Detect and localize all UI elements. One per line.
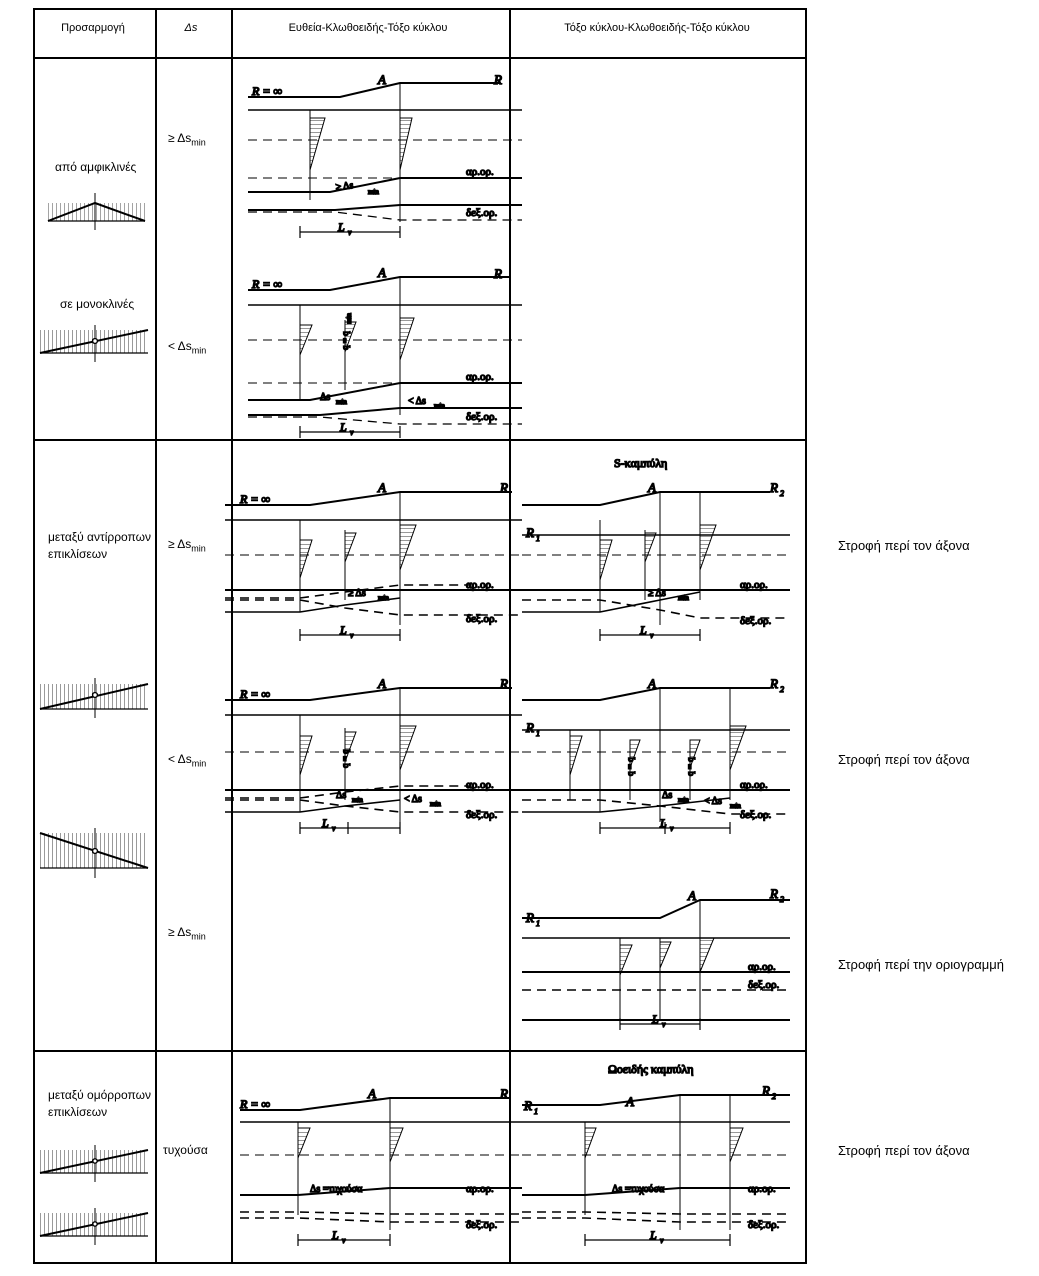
ds-sub-1: min xyxy=(191,137,206,148)
label-adaptation-4a: μεταξύ ομόρροπων xyxy=(48,1088,151,1102)
svg-text:L: L xyxy=(332,1228,339,1242)
svg-text:L: L xyxy=(660,816,667,830)
svg-text:δεξ.ορ.: δεξ.ορ. xyxy=(748,1219,780,1231)
svg-text:αρ.ορ.: αρ.ορ. xyxy=(748,961,776,973)
cross-section-single-4 xyxy=(40,1145,148,1182)
svg-text:2: 2 xyxy=(780,895,784,904)
svg-text:A: A xyxy=(378,265,386,280)
svg-text:v: v xyxy=(670,824,674,833)
svg-text:min: min xyxy=(434,402,445,410)
svg-text:αρ.ορ.: αρ.ορ. xyxy=(466,779,494,791)
svg-text:S-καμπύλη: S-καμπύλη xyxy=(614,456,668,470)
cross-section-single-1 xyxy=(40,325,148,362)
svg-text:αρ.ορ.: αρ.ορ. xyxy=(466,371,494,383)
svg-text:Δs =τυχούσα: Δs =τυχούσα xyxy=(612,1184,665,1195)
svg-text:≥ Δs: ≥ Δs xyxy=(348,588,366,599)
svg-text:min: min xyxy=(368,188,379,196)
ds-value-3: ≥ Δs xyxy=(168,537,192,551)
ds-value-1: ≥ Δs xyxy=(168,131,192,145)
svg-text:R: R xyxy=(770,886,778,901)
svg-text:R: R xyxy=(526,720,534,735)
svg-text:R: R xyxy=(494,72,502,87)
svg-text:v: v xyxy=(662,1020,666,1029)
svg-text:min: min xyxy=(430,800,441,808)
svg-text:q = q: q = q xyxy=(625,757,635,776)
header-arc-clothoid-arc: Τόξο κύκλου-Κλωθοειδής-Τόξο κύκλου xyxy=(564,22,750,34)
diagram-r4c3 xyxy=(225,676,522,834)
svg-text:min: min xyxy=(378,594,389,602)
svg-text:R = ∞: R = ∞ xyxy=(240,492,270,506)
svg-text:L: L xyxy=(650,1228,657,1242)
ds-sub-5: min xyxy=(191,931,206,942)
label-adaptation-3b: επικλίσεων xyxy=(48,547,108,561)
svg-text:v: v xyxy=(342,1236,346,1245)
svg-text:αρ.ορ.: αρ.ορ. xyxy=(466,579,494,591)
svg-text:A: A xyxy=(378,480,386,495)
svg-text:v: v xyxy=(650,631,654,640)
header-line-clothoid-arc: Ευθεία-Κλωθοειδής-Τόξο κύκλου xyxy=(288,22,448,34)
svg-text:δεξ.ορ.: δεξ.ορ. xyxy=(740,809,772,821)
diagram-r4c4 xyxy=(522,676,790,834)
cross-section-single-2 xyxy=(40,678,148,718)
diagram-r2c3 xyxy=(248,265,522,438)
note-axis-2: Στροφή περί τον άξονα xyxy=(838,752,970,767)
svg-text:2: 2 xyxy=(780,489,784,498)
svg-text:R: R xyxy=(500,1086,508,1101)
svg-text:Ωοειδής καμπύλη: Ωοειδής καμπύλη xyxy=(608,1062,694,1076)
svg-text:A: A xyxy=(688,888,696,903)
svg-text:R: R xyxy=(526,910,534,925)
ds-value-5: ≥ Δs xyxy=(168,925,192,939)
svg-text:v: v xyxy=(350,631,354,640)
svg-text:L: L xyxy=(322,816,329,830)
svg-text:δεξ.ορ.: δεξ.ορ. xyxy=(466,207,498,219)
ds-value-2: < Δs xyxy=(168,339,192,353)
svg-text:R = ∞: R = ∞ xyxy=(252,84,282,98)
svg-text:R: R xyxy=(762,1083,770,1098)
svg-text:αρ.ορ.: αρ.ορ. xyxy=(740,779,768,791)
svg-text:Δs: Δs xyxy=(320,392,331,403)
svg-text:δεξ.ορ.: δεξ.ορ. xyxy=(466,809,498,821)
svg-text:1: 1 xyxy=(534,1107,538,1116)
svg-text:A: A xyxy=(378,676,386,691)
svg-text:≥ Δs: ≥ Δs xyxy=(335,180,354,193)
svg-text:R = ∞: R = ∞ xyxy=(240,1097,270,1111)
svg-text:v: v xyxy=(348,228,352,237)
svg-text:L: L xyxy=(338,220,345,234)
svg-text:2: 2 xyxy=(780,685,784,694)
header-adaptation: Προσαρμογή xyxy=(61,22,125,34)
label-adaptation-3a: μεταξύ αντίρροπων xyxy=(48,530,152,544)
svg-text:R = ∞: R = ∞ xyxy=(252,277,282,291)
svg-text:min: min xyxy=(678,796,689,804)
ds-sub-3: min xyxy=(191,543,206,554)
diagram-r5c4 xyxy=(522,886,790,1030)
cross-section-single-5 xyxy=(40,1208,148,1245)
ds-sub-2: min xyxy=(191,345,207,356)
svg-text:Δs: Δs xyxy=(336,790,347,801)
label-adaptation-1: από αμφικλινές xyxy=(55,160,137,174)
svg-text:A: A xyxy=(378,72,386,87)
svg-text:< Δs: < Δs xyxy=(404,794,422,805)
diagram-r3c3 xyxy=(225,480,522,641)
label-adaptation-4b: επικλίσεων xyxy=(48,1105,108,1119)
ds-cell-6: τυχούσα xyxy=(163,1143,208,1157)
svg-text:min: min xyxy=(730,802,741,810)
svg-text:1: 1 xyxy=(536,919,540,928)
svg-text:< Δs: < Δs xyxy=(408,396,426,407)
svg-text:R: R xyxy=(526,525,534,540)
svg-text:δεξ.ορ.: δεξ.ορ. xyxy=(466,613,498,625)
svg-text:min: min xyxy=(336,398,347,406)
svg-text:1: 1 xyxy=(536,534,540,543)
svg-text:q = q: q = q xyxy=(340,331,350,350)
svg-text:αρ.ορ.: αρ.ορ. xyxy=(466,166,494,178)
svg-text:≥ Δs: ≥ Δs xyxy=(648,588,666,599)
svg-text:δεξ.ορ.: δεξ.ορ. xyxy=(466,411,498,423)
diagram-r1c3 xyxy=(248,72,522,238)
svg-text:A: A xyxy=(648,676,656,691)
svg-text:αρ.ορ.: αρ.ορ. xyxy=(740,579,768,591)
svg-text:R: R xyxy=(770,676,778,691)
header-ds-label: Δs xyxy=(184,22,198,34)
svg-text:δεξ.ορ.: δεξ.ορ. xyxy=(466,1219,498,1231)
ds-sub-4: min xyxy=(191,758,207,769)
diagram-r3c4 xyxy=(522,456,790,641)
note-axis-1: Στροφή περί τον άξονα xyxy=(838,538,970,553)
svg-text:Δs: Δs xyxy=(662,790,673,801)
svg-text:v: v xyxy=(660,1236,664,1245)
svg-text:αρ.ορ.: αρ.ορ. xyxy=(748,1183,776,1195)
svg-text:v: v xyxy=(350,428,354,437)
svg-text:L: L xyxy=(652,1012,659,1026)
svg-text:2: 2 xyxy=(772,1092,776,1101)
svg-text:< Δs: < Δs xyxy=(704,796,722,807)
svg-text:A: A xyxy=(368,1086,376,1101)
diagram-r6c3 xyxy=(239,1086,522,1246)
svg-text:R: R xyxy=(500,480,508,495)
svg-text:min: min xyxy=(345,313,353,324)
svg-text:R = ∞: R = ∞ xyxy=(240,687,270,701)
svg-text:R: R xyxy=(524,1098,532,1113)
svg-text:Δs =τυχούσα: Δs =τυχούσα xyxy=(310,1184,363,1195)
label-adaptation-2: σε μονοκλινές xyxy=(60,297,135,311)
svg-text:L: L xyxy=(340,623,347,637)
svg-text:δεξ.ορ.: δεξ.ορ. xyxy=(748,979,780,991)
svg-text:1: 1 xyxy=(536,729,540,738)
svg-text:A: A xyxy=(626,1094,634,1109)
svg-text:v: v xyxy=(332,824,336,833)
cross-section-single-3 xyxy=(40,828,148,878)
svg-text:δεξ.ορ.: δεξ.ορ. xyxy=(740,615,772,627)
note-axis-3: Στροφή περί τον άξονα xyxy=(838,1143,970,1158)
diagram-r6c4 xyxy=(522,1062,790,1246)
svg-text:q = q: q = q xyxy=(340,749,350,768)
svg-text:min: min xyxy=(678,594,689,602)
svg-text:R: R xyxy=(494,266,502,281)
svg-text:min: min xyxy=(352,796,363,804)
svg-text:R: R xyxy=(500,676,508,691)
svg-text:L: L xyxy=(640,623,647,637)
svg-text:R: R xyxy=(770,480,778,495)
note-edge-1: Στροφή περί την οριογραμμή xyxy=(838,957,1004,972)
svg-text:q = q: q = q xyxy=(685,757,695,776)
svg-text:A: A xyxy=(648,480,656,495)
ds-value-4: < Δs xyxy=(168,752,192,766)
svg-text:αρ.ορ.: αρ.ορ. xyxy=(466,1183,494,1195)
svg-text:L: L xyxy=(340,420,347,434)
cross-section-roof xyxy=(48,193,145,230)
